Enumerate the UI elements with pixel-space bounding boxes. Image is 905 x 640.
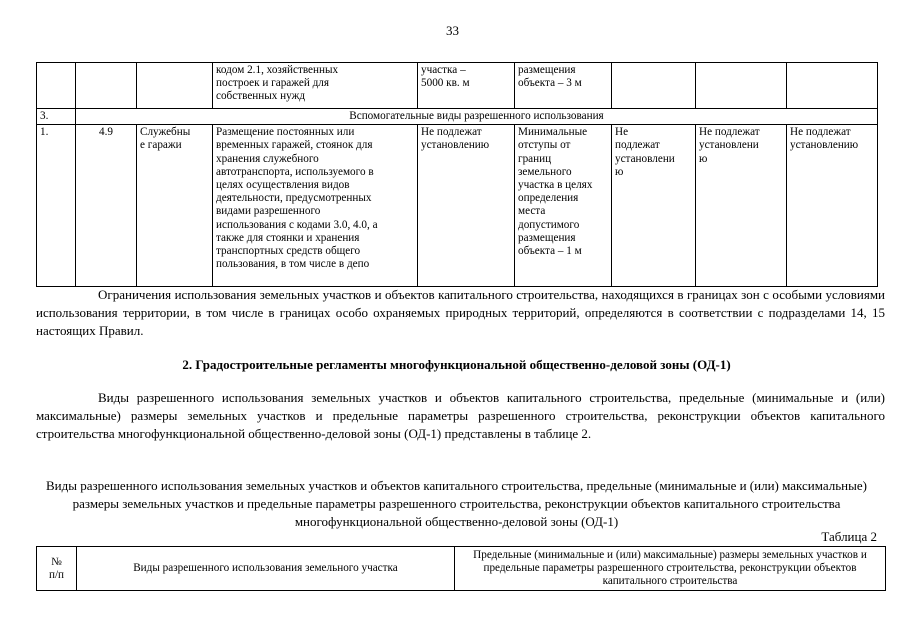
cell-text-line: Служебны bbox=[140, 126, 191, 139]
header-limits bbox=[455, 547, 886, 591]
cell-text-line: участка – bbox=[421, 64, 466, 76]
cell-text-line: установлени bbox=[699, 139, 759, 152]
setback bbox=[515, 125, 612, 287]
cell-text-line: земельного bbox=[518, 165, 572, 178]
cell-text-line: Не подлежат bbox=[421, 126, 482, 139]
section-number: 3. bbox=[37, 109, 76, 125]
cell-text-line: установлению bbox=[790, 139, 859, 152]
table-cell bbox=[37, 63, 76, 109]
cell-text-line: объекта – 1 м bbox=[518, 245, 582, 258]
cell-text-line: Минимальные bbox=[518, 126, 588, 139]
cell-text-line: допустимого bbox=[518, 218, 580, 231]
cell-text-line: деятельности, предусмотренных bbox=[216, 192, 372, 205]
cell-text-line: № bbox=[51, 555, 62, 568]
cell-text-line: 5000 кв. м bbox=[421, 77, 470, 90]
table-header-row bbox=[37, 547, 886, 591]
header-use-types: Виды разрешенного использования земельного участка bbox=[77, 547, 455, 591]
cell-text-line: п/п bbox=[48, 568, 65, 581]
cell-text-line: временных гаражей, стоянок для bbox=[216, 139, 373, 152]
header-number bbox=[37, 547, 77, 591]
cell-text-line: использования с кодами 3.0, 4.0, а bbox=[216, 218, 378, 231]
section-heading: 2. Градостроительные регламенты многофункциональной общественно-деловой зоны (ОД-1) bbox=[182, 357, 731, 372]
cell-text-line: ю bbox=[699, 152, 708, 165]
permitted-use-table bbox=[36, 62, 878, 287]
table-row-continued bbox=[37, 63, 878, 109]
cell-text-line: установлению bbox=[421, 139, 490, 152]
page-number: 33 bbox=[446, 23, 459, 38]
cell-text-line: видами разрешенного bbox=[216, 205, 321, 218]
table-cell bbox=[612, 63, 696, 109]
cell-text-line: предельные параметры разрешенного строительства, реконструкции объектов bbox=[483, 562, 857, 574]
cell-text-line: пользования, в том числе в депо bbox=[216, 258, 370, 271]
cell-text-line: определения bbox=[518, 192, 579, 205]
cell-text-line: автотранспорта, используемого в bbox=[216, 165, 374, 178]
plot-size bbox=[418, 125, 515, 287]
cell-text-line: Не bbox=[615, 126, 629, 139]
table-cell bbox=[696, 63, 787, 109]
use-code: 4.9 bbox=[76, 125, 137, 287]
building-height bbox=[696, 125, 787, 287]
cell-text-line: также для стоянки и хранения bbox=[216, 231, 360, 244]
cell-text-line: границ bbox=[518, 152, 552, 165]
cell-text-line: подлежат bbox=[615, 139, 660, 152]
table-row bbox=[37, 125, 878, 287]
cell-text-line: установлени bbox=[615, 152, 675, 165]
restrictions-paragraph: Ограничения использования земельных участков и объектов капитального строительства, находящихся в границах зон с особыми условиями использования территории, в том числе в границах особо охраняемых природных территорий, определяются в соответствии с подразделами 14, 15 настоящих Правил. bbox=[36, 287, 885, 338]
cell-text-line: объекта – 3 м bbox=[518, 77, 582, 90]
cell-text-line: хранения служебного bbox=[216, 152, 319, 165]
table-cell bbox=[787, 63, 878, 109]
cell-text-line: построек и гаражей для bbox=[216, 77, 330, 90]
cell-text-line: участка в целях bbox=[518, 179, 593, 192]
cell-text-line: Не подлежат bbox=[699, 126, 760, 139]
table-cell-area bbox=[418, 63, 515, 109]
cell-text-line: Размещение постоянных или bbox=[216, 126, 355, 139]
cell-text-line: Предельные (минимальные и (или) максимальные) размеры земельных участков и bbox=[473, 549, 867, 561]
cell-text-line: отступы от bbox=[518, 139, 571, 152]
cell-text-line: транспортных средств общего bbox=[216, 245, 361, 258]
cell-text-line: кодом 2.1, хозяйственных bbox=[216, 64, 339, 76]
table-cell-setback bbox=[515, 63, 612, 109]
cell-text-line: капитального строительства bbox=[602, 575, 738, 587]
cell-text-line: места bbox=[518, 205, 546, 218]
floors bbox=[612, 125, 696, 287]
cell-text-line: целях осуществления видов bbox=[216, 179, 350, 192]
od1-table-header bbox=[36, 546, 886, 591]
table-cell bbox=[137, 63, 213, 109]
table-cell-description bbox=[213, 63, 418, 109]
use-description bbox=[213, 125, 418, 287]
cell-text-line: е гаражи bbox=[140, 139, 182, 152]
table-cell bbox=[76, 63, 137, 109]
cell-text-line: размещения bbox=[518, 64, 576, 76]
coverage bbox=[787, 125, 878, 287]
table-label: Таблица 2 bbox=[821, 529, 877, 544]
cell-text-line: собственных нужд bbox=[216, 90, 306, 103]
row-number: 1. bbox=[37, 125, 76, 287]
table-caption: Виды разрешенного использования земельных участков и объектов капитального строительства, предельные (минимальные и (или) максимальные) размеры земельных участков и предельные параметры разрешенного строительства, реконструкции объектов капитального строительства многофункциональной общественно-деловой зоны (ОД-1) bbox=[46, 478, 867, 529]
section-title: Вспомогательные виды разрешенного использования bbox=[76, 109, 878, 125]
intro-paragraph: Виды разрешенного использования земельных участков и объектов капитального строительства, предельные (минимальные и (или) максимальные) размеры земельных участков и предельные параметры разрешенного строительства, реконструкции объектов капитального строительства многофункциональной общественно-деловой зоны (ОД-1) представлены в таблице 2. bbox=[36, 390, 885, 441]
cell-text-line: ю bbox=[615, 165, 624, 178]
use-name bbox=[137, 125, 213, 287]
table-section-row bbox=[37, 109, 878, 125]
cell-text-line: размещения bbox=[518, 231, 576, 244]
cell-text-line: Не подлежат bbox=[790, 126, 851, 139]
